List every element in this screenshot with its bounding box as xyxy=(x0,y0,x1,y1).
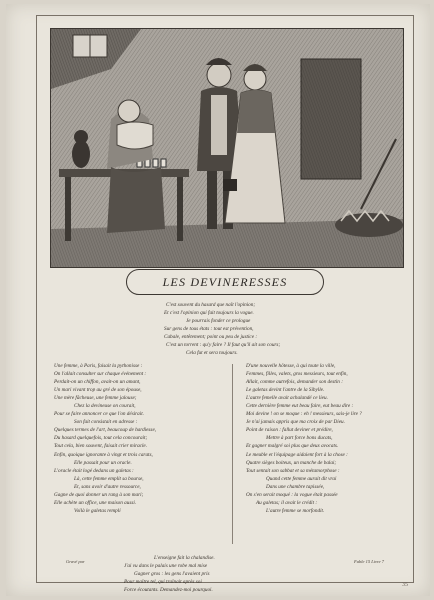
verse-line: Dans une chambre tapissée, xyxy=(266,483,325,490)
verse-line: Elle achète un office, une maison aussi. xyxy=(54,499,137,506)
engraving-illustration xyxy=(50,28,404,268)
verse-line: Cabale, entêtement; point ou peu de justice : xyxy=(164,334,258,341)
column-divider xyxy=(232,364,233,544)
verse-line: Au galetas; il avait le crédit : xyxy=(256,499,318,506)
verse-line: D'une nouvelle hôtesse, à qui toute la ville, xyxy=(246,363,336,369)
verse-line: Et gagner malgré soi plus que deux avocats. xyxy=(246,443,339,450)
page-title: LES DEVINERESSES xyxy=(162,274,288,289)
verse-line: Quelques termes de l'art, beaucoup de hardiesse, xyxy=(54,427,157,434)
verse-line: Une mère fâcheuse, une femme jalouse; xyxy=(54,395,137,402)
verse-line: Un mari vivant trop au gré de son épouse, xyxy=(54,387,142,394)
verse-line: Quatre sièges boiteux, un manche de balai; xyxy=(246,459,337,466)
verse-line: Je n'ai jamais appris que ma croix de par Dieu. xyxy=(246,419,345,426)
verse-line: Je pourrais fonder ce prologue xyxy=(186,318,251,325)
verse-line: Allait, comme autrefois, demander son destin : xyxy=(246,379,343,386)
verse-line: Cela fut et sera toujours. xyxy=(186,350,238,357)
fable-reference: Fable 15 Livre 7 xyxy=(354,559,384,564)
intro-verse xyxy=(106,301,346,357)
verse-line: Le meuble et l'équipage aidaient fort à la chose : xyxy=(246,451,348,458)
verse-line: Moi devine ! on se moque : eh ! messieurs, sais-je lire ? xyxy=(246,411,362,418)
verse-line: C'est un torrent : qu'y faire ? Il faut qu'il ait son cours; xyxy=(166,342,281,349)
verse-line: Du hasard quelquefois, tout cela concourait; xyxy=(54,435,148,442)
verse-line: Gagne de quoi donner un rang à son mari; xyxy=(54,491,144,498)
verse-line: J'ai vu dans le palais une robe mal mise xyxy=(124,563,208,570)
verse-line: On s'en serait moqué : la vogue était passée xyxy=(246,491,338,498)
verse-line: L'enseigne fait la chalandise. xyxy=(154,555,215,561)
title-banner xyxy=(126,269,324,295)
verse-line: Chez la devineuse on courait, xyxy=(74,403,136,410)
verse-line: On l'allait consulter sur chaque événement : xyxy=(54,371,147,378)
verse-line: Là, cette femme emplit sa bourse, xyxy=(74,475,144,482)
verse-line: Elle passait pour un oracle. xyxy=(74,459,132,466)
verse-line: Cette dernière femme eut beau faire, eut beau dire : xyxy=(246,403,354,410)
verse-line: L'autre femme se morfondit. xyxy=(266,507,325,514)
engraver-credit: Gravé par xyxy=(66,559,85,564)
verse-line: Quand cette femme aurait dit vrai xyxy=(266,475,337,482)
page-number: 35 xyxy=(402,582,408,588)
verse-line: Perdait-on un chiffon, avait-on un amant, xyxy=(54,379,141,386)
verse-line: Force écoutants. Demandez-moi pourquoi. xyxy=(124,587,213,594)
verse-line: Tout sentait son sabbat et sa métamorphose : xyxy=(246,467,340,474)
verse-line: Gagner gros : les gens l'avaient pris xyxy=(134,571,210,578)
verse-line: Le galetas devint l'antre de la Sibylle. xyxy=(246,387,325,394)
verse-line: Mettre à part force bons ducats, xyxy=(266,435,333,442)
verse-line: C'est souvent du hasard que naît l'opinion; xyxy=(166,302,256,308)
verse-line: L'autre femelle avait achalandé ce lieu. xyxy=(246,395,328,402)
right-column-verse xyxy=(246,362,411,515)
verse-line: Et c'est l'opinion qui fait toujours la vogue. xyxy=(164,310,254,317)
verse-line: Point de raison : fallut deviner et prédire, xyxy=(246,427,333,434)
verse-line: Enfin, quoique ignorante à vingt et trois carats, xyxy=(54,451,153,458)
verse-line: Tout cela, bien souvent, faisait crier miracle. xyxy=(54,443,148,450)
closing-verse xyxy=(124,554,324,594)
left-column-verse xyxy=(54,362,224,515)
page-sheet xyxy=(6,4,430,596)
verse-line: Sur gens de tous états : tout est prévention, xyxy=(164,326,254,333)
verse-line: L'oracle était logé dedans un galetas : xyxy=(54,467,134,474)
verse-line: Son fait consistait en adresse : xyxy=(74,419,138,426)
verse-line: Et, sans avoir d'autre ressource, xyxy=(74,483,141,490)
verse-line: Voilà le galetas rempli xyxy=(74,507,121,514)
verse-line: Femmes, filles, valets, gros messieurs, tout enfin, xyxy=(246,371,348,378)
verse-line: Pour se faire annoncer ce que l'on désirait. xyxy=(54,411,144,418)
verse-line: Pour maître tel, qui traînait après soi xyxy=(124,579,202,586)
verse-line: Une femme, à Paris, faisait la pythonisse : xyxy=(54,363,143,369)
